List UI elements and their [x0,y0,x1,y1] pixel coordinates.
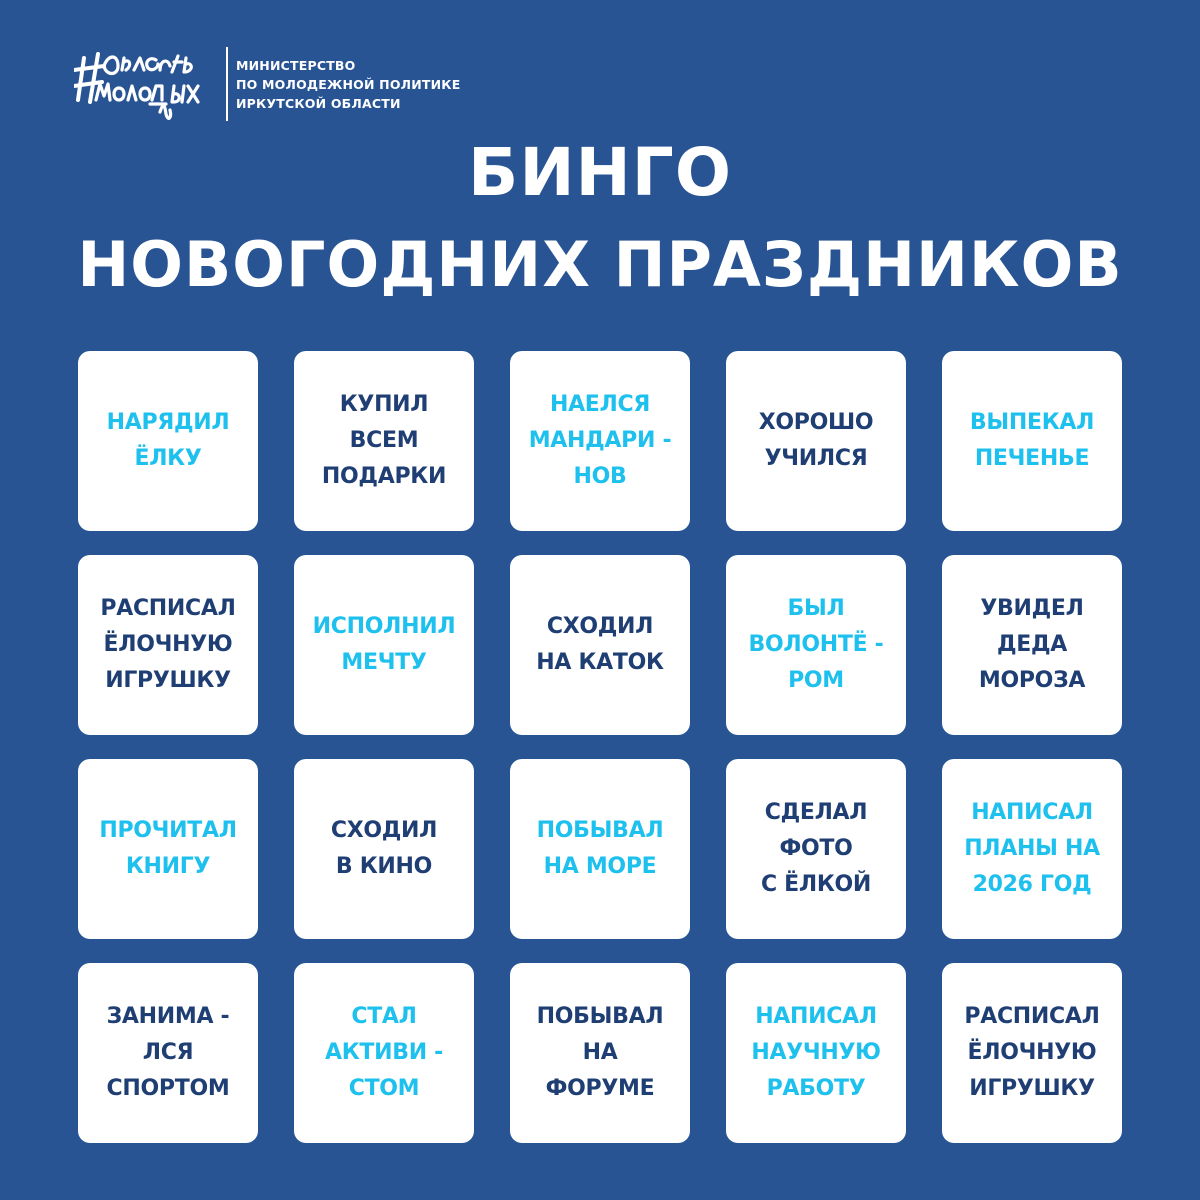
bingo-cell-text: РАСПИСАЛ ЁЛОЧНУЮ ИГРУШКУ [100,596,236,693]
bingo-cell-text: УВИДЕЛ ДЕДА МОРОЗА [978,596,1086,693]
bingo-cell[interactable] [942,555,1122,735]
bingo-cell-text: ИСПОЛНИЛ МЕЧТУ [312,614,456,675]
bingo-cell-text: ПРОЧИТАЛ КНИГУ [99,818,237,879]
bingo-cell[interactable] [510,963,690,1143]
bingo-cell[interactable] [294,759,474,939]
oblast-molodykh-logo [74,44,222,124]
bingo-cell[interactable] [78,351,258,531]
bingo-cell-text: ЗАНИМА - ЛСЯ СПОРТОМ [106,1004,230,1101]
bingo-cell[interactable] [510,555,690,735]
ministry-line-2: ПО МОЛОДЕЖНОЙ ПОЛИТИКЕ [236,76,461,92]
bingo-cell-text: ПОБЫВАЛ НА ФОРУМЕ [536,1004,664,1101]
bingo-cell-text: НАПИСАЛ НАУЧНУЮ РАБОТУ [751,1004,881,1101]
bingo-cell-text: СХОДИЛ В КИНО [330,818,438,879]
bingo-cell-text: ВЫПЕКАЛ ПЕЧЕНЬЕ [969,410,1095,471]
page-title-line-1: БИНГО [468,134,732,211]
bingo-cell-text: НАЕЛСЯ МАНДАРИ - НОВ [528,392,672,489]
bingo-cell[interactable] [510,351,690,531]
bingo-cell[interactable] [942,759,1122,939]
bingo-cell[interactable] [726,555,906,735]
bingo-cell[interactable] [294,963,474,1143]
bingo-cell[interactable] [294,555,474,735]
bingo-cell-text: СХОДИЛ НА КАТОК [536,614,664,675]
ministry-line-3: ИРКУТСКОЙ ОБЛАСТИ [236,95,401,111]
bingo-cell-text: ПОБЫВАЛ НА МОРЕ [536,818,664,879]
bingo-cell-text: РАСПИСАЛ ЁЛОЧНУЮ ИГРУШКУ [964,1004,1100,1101]
bingo-cell-text: НАПИСАЛ ПЛАНЫ НА 2026 ГОД [964,800,1100,897]
bingo-cell-text: ХОРОШО УЧИЛСЯ [758,410,874,471]
ministry-name [236,56,460,113]
bingo-cell[interactable] [726,351,906,531]
bingo-cell[interactable] [726,759,906,939]
bingo-cell[interactable] [78,963,258,1143]
bingo-cell[interactable] [942,351,1122,531]
bingo-cell[interactable] [294,351,474,531]
logo-divider [226,47,228,121]
bingo-cell[interactable] [78,759,258,939]
page-title-line-2: НОВОГОДНИХ ПРАЗДНИКОВ [77,228,1123,301]
bingo-cell[interactable] [942,963,1122,1143]
bingo-cell[interactable] [78,555,258,735]
header [74,44,460,124]
ministry-line-1: МИНИСТЕРСТВО [236,57,356,73]
bingo-cell[interactable] [510,759,690,939]
bingo-grid [78,351,1122,1143]
bingo-cell-text: КУПИЛ ВСЕМ ПОДАРКИ [321,392,447,489]
bingo-cell[interactable] [726,963,906,1143]
bingo-cell-text: СДЕЛАЛ ФОТО С ЁЛКОЙ [760,800,872,897]
bingo-cell-text: БЫЛ ВОЛОНТЁ - РОМ [748,596,884,693]
bingo-cell-text: СТАЛ АКТИВИ - СТОМ [325,1004,443,1101]
bingo-cell-text: НАРЯДИЛ ЁЛКУ [106,410,230,471]
